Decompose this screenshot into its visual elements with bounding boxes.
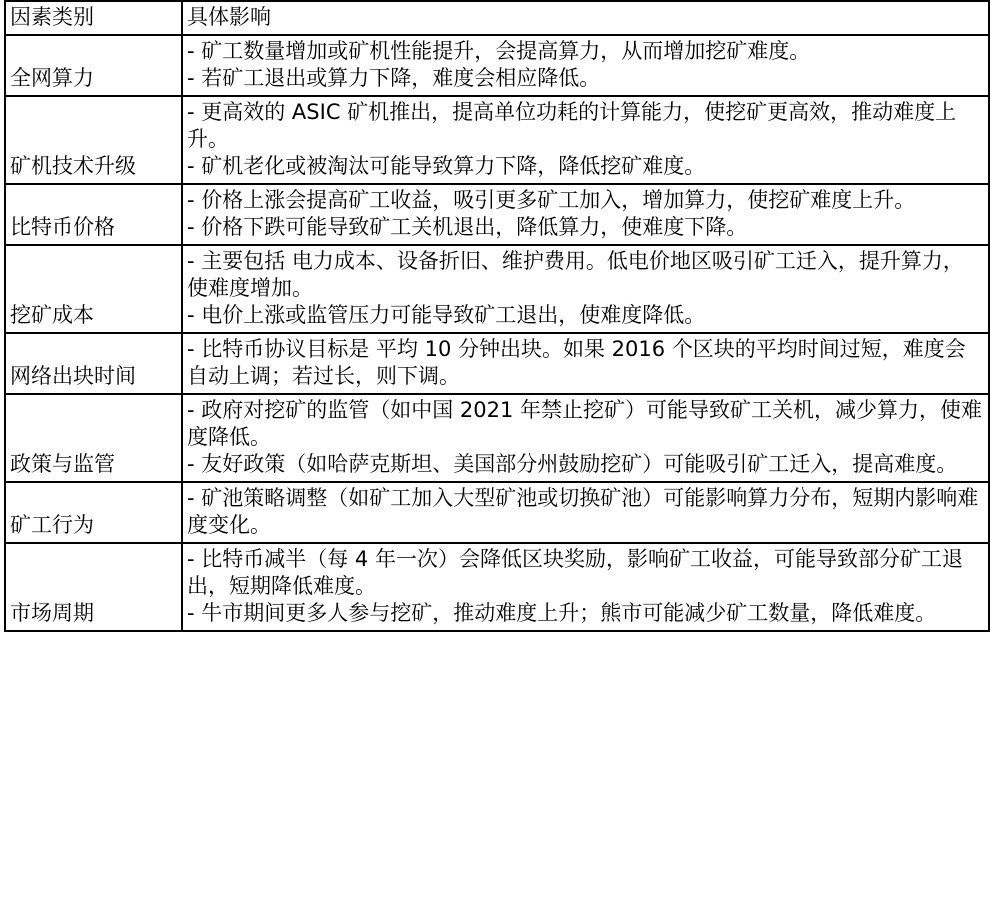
impact-line: - 若矿工退出或算力下降，难度会相应降低。 [187, 66, 601, 90]
impact-line: - 主要包括 电力成本、设备折旧、维护费用。低电价地区吸引矿工迁入，提升算力，使难度增加。 [187, 249, 964, 300]
table-row [5, 35, 989, 96]
impact-cell [182, 245, 989, 333]
factor-cell: 网络出块时间 [5, 333, 182, 394]
factor-cell: 矿机技术升级 [5, 96, 182, 184]
factor-cell: 矿工行为 [5, 482, 182, 543]
header-factor: 因素类别 [5, 1, 182, 35]
impact-cell [182, 184, 989, 245]
impact-cell [182, 482, 989, 543]
factor-cell: 全网算力 [5, 35, 182, 96]
impact-line: - 牛市期间更多人参与挖矿，推动难度上升；熊市可能减少矿工数量，降低难度。 [187, 601, 937, 625]
impact-cell [182, 35, 989, 96]
table-row [5, 184, 989, 245]
factor-table [4, 0, 990, 632]
table-row [5, 482, 989, 543]
table-header-row [5, 1, 989, 35]
impact-line: - 政府对挖矿的监管（如中国 2021 年禁止挖矿）可能导致矿工关机，减少算力，使难度降低。 [187, 398, 983, 449]
impact-line: - 矿机老化或被淘汰可能导致算力下降，降低挖矿难度。 [187, 154, 706, 178]
impact-line: - 价格下跌可能导致矿工关机退出，降低算力，使难度下降。 [187, 215, 748, 239]
table-row [5, 245, 989, 333]
factor-cell: 比特币价格 [5, 184, 182, 245]
table-row [5, 96, 989, 184]
factor-cell: 市场周期 [5, 543, 182, 631]
impact-line: - 矿池策略调整（如矿工加入大型矿池或切换矿池）可能影响算力分布，短期内影响难度变化。 [187, 486, 979, 537]
factor-cell: 挖矿成本 [5, 245, 182, 333]
impact-line: - 矿工数量增加或矿机性能提升，会提高算力，从而增加挖矿难度。 [187, 39, 811, 63]
impact-line: - 友好政策（如哈萨克斯坦、美国部分州鼓励挖矿）可能吸引矿工迁入，提高难度。 [187, 452, 958, 476]
impact-cell [182, 394, 989, 482]
impact-cell [182, 333, 989, 394]
impact-cell [182, 543, 989, 631]
impact-line: - 比特币减半（每 4 年一次）会降低区块奖励，影响矿工收益，可能导致部分矿工退出，短期降低难度。 [187, 547, 963, 598]
header-impact: 具体影响 [182, 1, 989, 35]
impact-line: - 电价上涨或监管压力可能导致矿工退出，使难度降低。 [187, 303, 706, 327]
table-row [5, 543, 989, 631]
impact-cell [182, 96, 989, 184]
impact-line: - 价格上涨会提高矿工收益，吸引更多矿工加入，增加算力，使挖矿难度上升。 [187, 188, 916, 212]
table-row [5, 333, 989, 394]
table-row [5, 394, 989, 482]
impact-line: - 比特币协议目标是 平均 10 分钟出块。如果 2016 个区块的平均时间过短，难度会自动上调；若过长，则下调。 [187, 337, 966, 388]
impact-line: - 更高效的 ASIC 矿机推出，提高单位功耗的计算能力，使挖矿更高效，推动难度上升。 [187, 100, 957, 151]
factor-cell: 政策与监管 [5, 394, 182, 482]
